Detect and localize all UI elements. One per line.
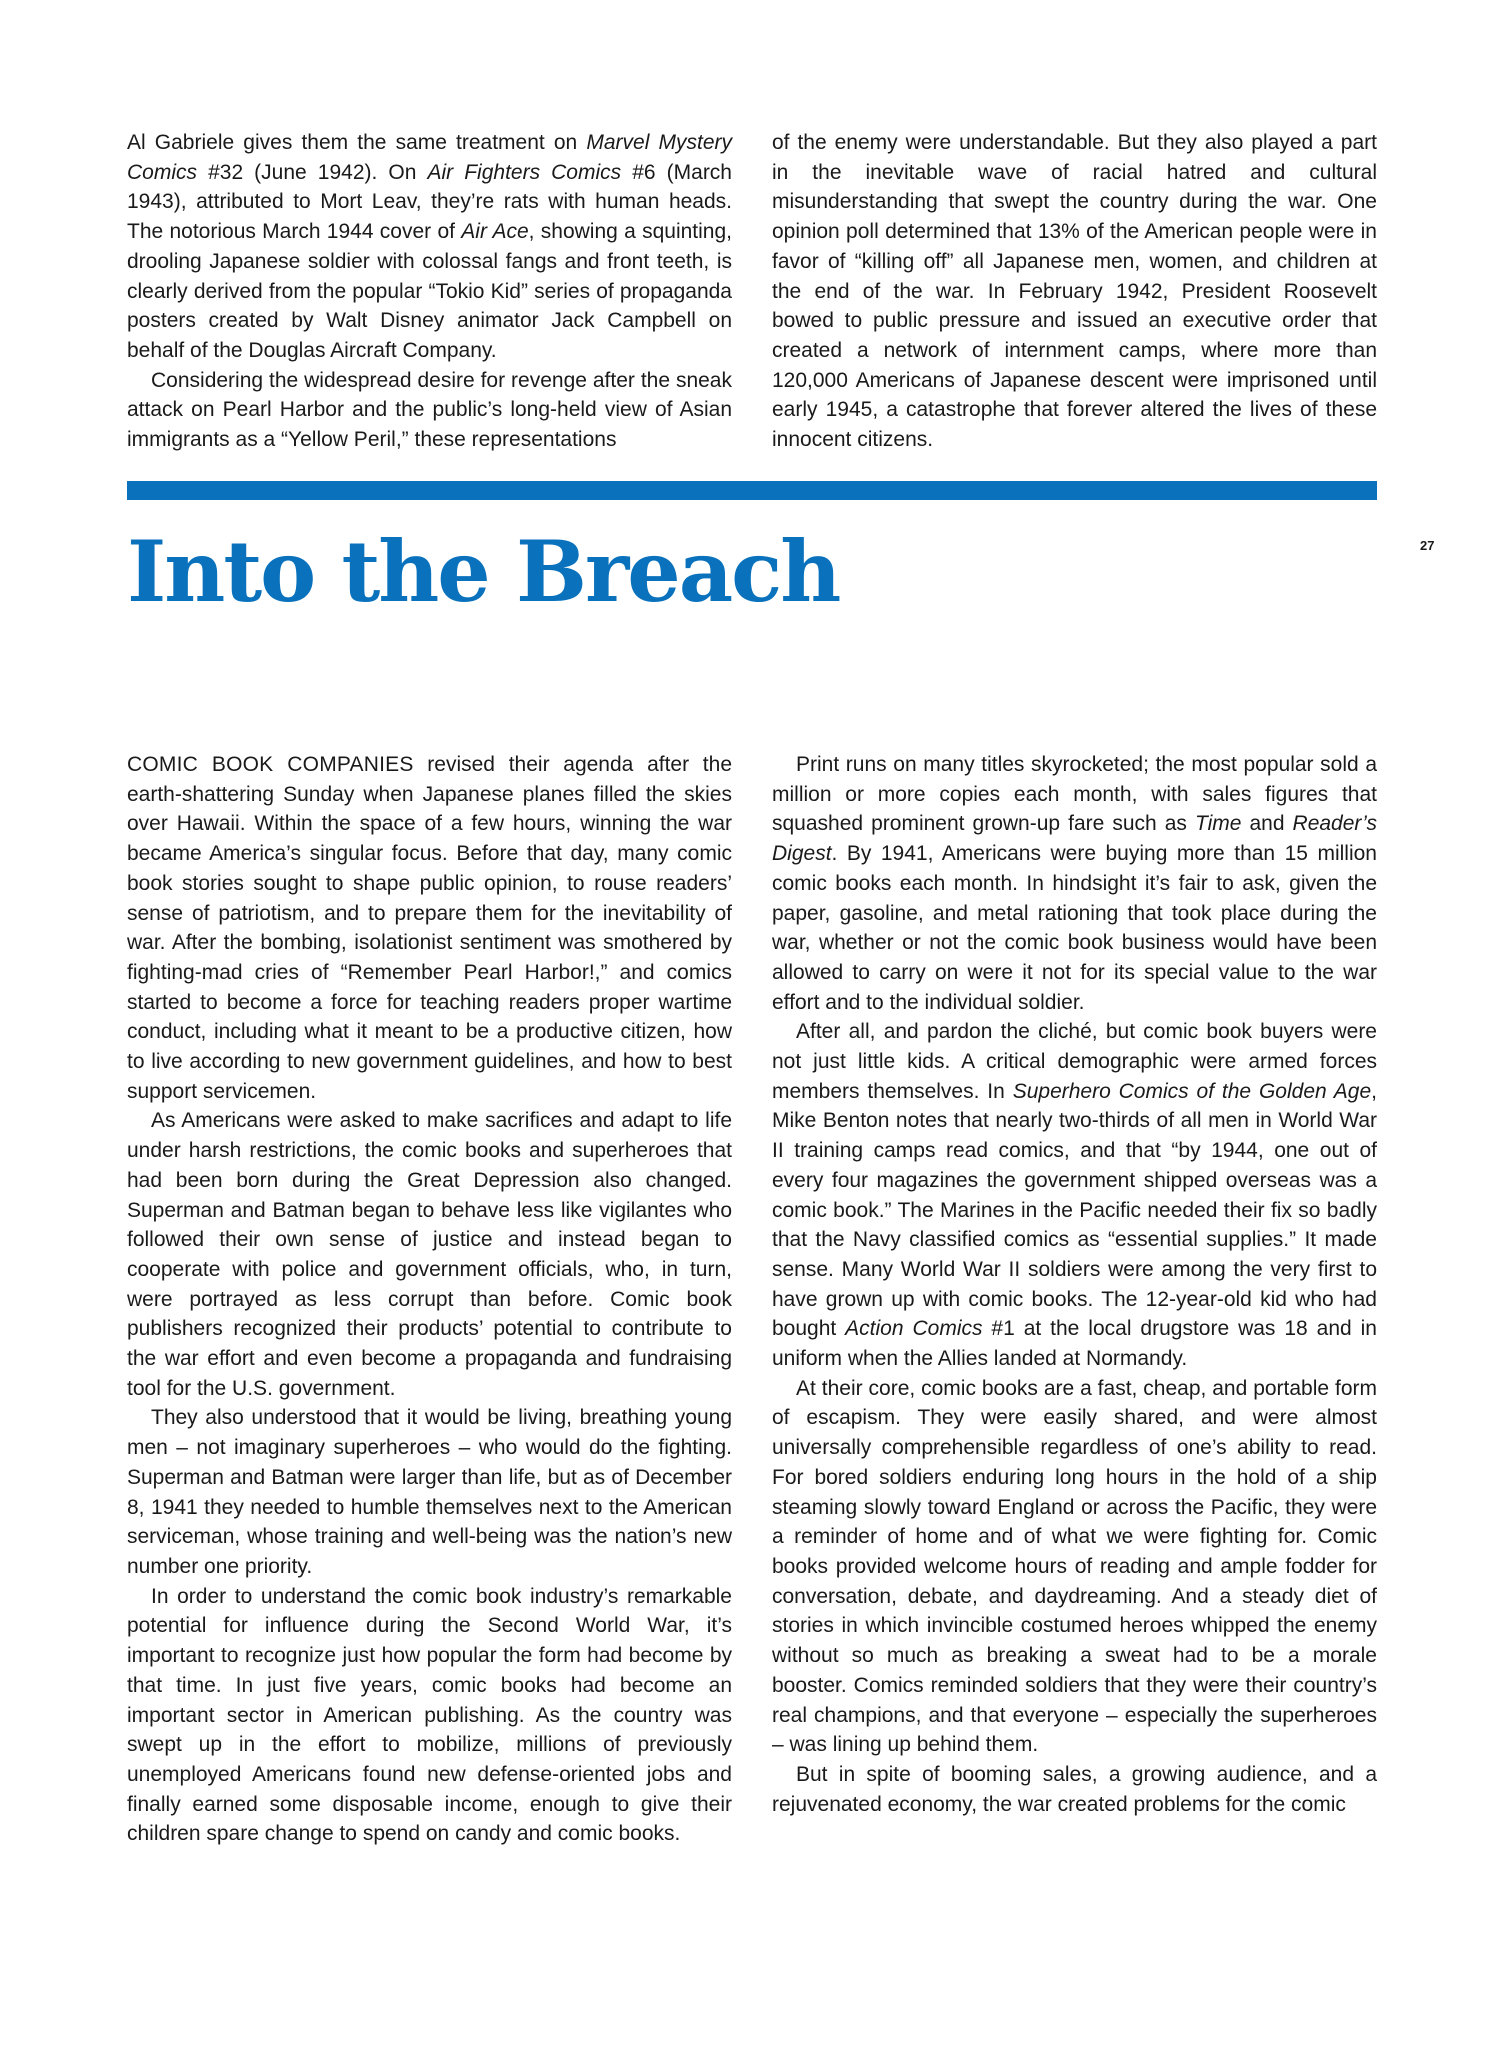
paragraph [772,1374,1377,1760]
paragraph [127,1106,732,1403]
italic-title: Marvel Mystery Comics [127,131,732,184]
section-divider-rule [127,481,1377,500]
section-heading: Into the Breach [127,522,840,621]
italic-title: Air Ace [461,220,529,244]
text-run: But in spite of booming sales, a growing audience, and a rejuvenated economy, the war created problems for the comic [772,1762,1377,1816]
text-run: of the enemy were understandable. But they also played a part in the inevitable wave of racial hatred and cultural misunderstanding that swept the country during the war. One opinion poll determined that 13% of the American people were in favor of “killing off” all Japanese men, women, and children at the end of the war. In February 1942, President Roosevelt bowed to public pressure and issued an executive order that created a network of internment camps, where more than 120,000 Americans of Japanese descent were imprisoned until early 1945, a catastrophe that forever altered the lives of these innocent citizens. [772,131,1377,452]
text-run: Al Gabriele gives them the same treatment on [127,131,587,154]
text-run: They also understood that it would be living, breathing young men – not imaginary superheroes – who would do the fighting. Superman and Batman were larger than life, but as of December 8, 1941 they needed to humble themselves next to the American serviceman, whose training and well-being was the nation’s new number one priority. [127,1406,732,1578]
text-run: In order to understand the comic book industry’s remarkable potential for influence during the Second World War, it’s important to recognize just how popular the form had become by that time. In just five years, comic books had become an important sector in American publishing. As the country was swept up in the effort to mobilize, millions of previously unemployed Americans found new defense-oriented jobs and finally earned some disposable income, enough to give their children spare change to spend on candy and comic books. [127,1584,732,1846]
paragraph [127,750,732,1106]
text-run: revised their agenda after the earth-shattering Sunday when Japanese planes filled the skies over Hawaii. Within the space of a few hours, winning the war became America’s singular focus. Before that day, many comic book stories sought to shape public opinion, to rouse readers’ sense of patriotism, and to prepare them for the inevitability of war. After the bombing, isolationist sentiment was smothered by fighting-mad cries of “Remember Pearl Harbor!,” and comics started to become a force for teaching readers proper wartime conduct, including what it meant to be a productive citizen, how to live according to new government guidelines, and how to best support servicemen. [127,753,732,1103]
italic-title: Superhero Comics of the Golden Age [1012,1079,1372,1103]
article-right-column [772,750,1377,1819]
text-run: . By 1941, Americans were buying more than 15 million comic books each month. In hindsight it’s fair to ask, given the paper, gasoline, and metal rationing that took place during the war, whether or not the comic book business would have been allowed to carry on were it not for its special value to the war effort and to the individual soldier. [772,842,1377,1014]
text-run: As Americans were asked to make sacrifices and adapt to life under harsh restrictions, the comic books and superheroes that had been born during the Great Depression also changed. Superman and Batman began to behave less like vigilantes who followed their own sense of justice and instead began to cooperate with police and government officials, who, in turn, were portrayed as less corrupt than before. Comic book publishers recognized their products’ potential to contribute to the war effort and even become a propaganda and fundraising tool for the U.S. government. [127,1109,732,1400]
paragraph [772,128,1377,455]
text-run: Considering the widespread desire for revenge after the sneak attack on Pearl Harbor and the public’s long-held view of Asian immigrants as a “Yellow Peril,” these representations [127,368,732,452]
top-left-column [127,128,732,455]
text-run: COMIC BOOK COMPANIES [127,753,414,776]
paragraph [127,1582,732,1849]
italic-title: Time [1194,812,1242,836]
paragraph [772,750,1377,1017]
text-run: and [1241,812,1293,836]
page-number: 27 [1420,538,1435,553]
paragraph [127,1403,732,1581]
text-run: #6 (March 1943), attributed to Mort Leav, they’re rats with human heads. The notorious March 1944 cover of [127,160,732,244]
italic-title: Action Comics [845,1317,983,1341]
italic-title: Reader’s Digest [772,812,1377,866]
text-run: Print runs on many titles skyrocketed; the most popular sold a million or more copies each month, with sales figures that squashed prominent grown-up fare such as [772,753,1377,836]
paragraph [127,366,732,455]
article-left-column [127,750,732,1849]
paragraph [127,128,732,366]
text-run: After all, and pardon the cliché, but comic book buyers were not just little kids. A critical demographic were armed forces members themselves. In [772,1020,1377,1103]
paragraph [772,1017,1377,1373]
text-run: , showing a squinting, drooling Japanese soldier with colossal fangs and front teeth, is clearly derived from the popular “Tokio Kid” series of propaganda posters created by Walt Disney animator Jack Campbell on behalf of the Douglas Aircraft Company. [127,220,732,362]
top-right-column [772,128,1377,455]
text-run: , Mike Benton notes that nearly two-thirds of all men in World War II training camps read comics, and that “by 1944, one out of every four magazines the government shipped overseas was a comic book.” The Marines in the Pacific needed their fix so badly that the Navy classified comics as “essential supplies.” It made sense. Many World War II soldiers were among the very first to have grown up with comic books. The 12-year-old kid who had bought [772,1079,1377,1341]
italic-title: Air Fighters Comics [427,160,622,184]
text-run: At their core, comic books are a fast, cheap, and portable form of escapism. They were easily shared, and were almost universally comprehensible regardless of one’s ability to read. For bored soldiers enduring long hours in the hold of a ship steaming slowly toward England or across the Pacific, they were a reminder of home and of what we were fighting for. Comic books provided welcome hours of reading and ample fodder for conversation, debate, and daydreaming. And a steady diet of stories in which invincible costumed heroes whipped the enemy without so much as breaking a sweat had to be a morale booster. Comics reminded soldiers that they were their country’s real champions, and that everyone – especially the superheroes – was lining up behind them. [772,1376,1377,1757]
text-run: #32 (June 1942). On [197,160,428,184]
paragraph [772,1760,1377,1819]
text-run: #1 at the local drugstore was 18 and in uniform when the Allies landed at Normandy. [772,1317,1377,1371]
